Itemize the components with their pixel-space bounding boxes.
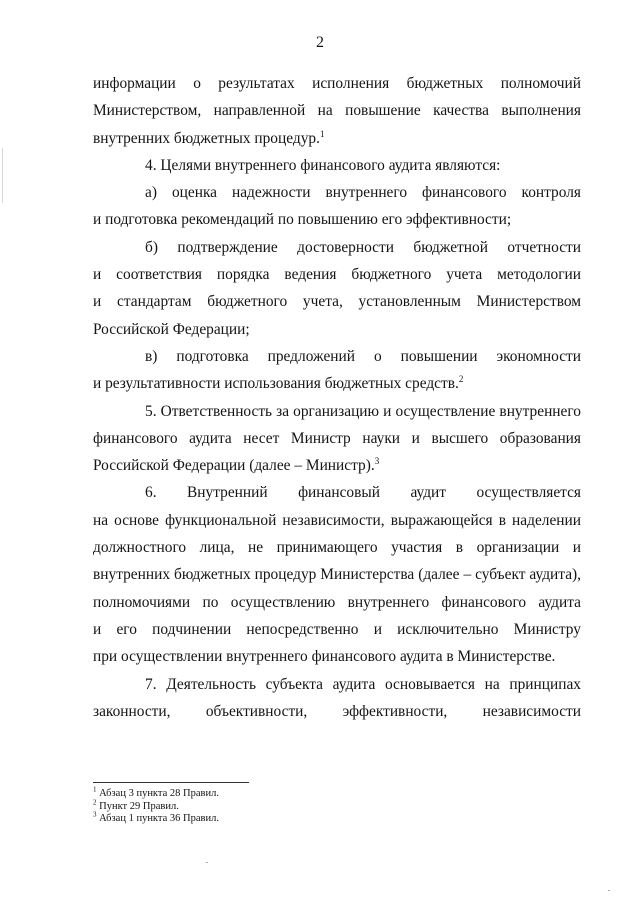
footnote-separator — [93, 782, 249, 783]
text-line: внутренних бюджетных процедур.$^1$ — [93, 128, 325, 147]
footnotes — [93, 785, 219, 826]
text-line: Российской Федерации; — [93, 320, 250, 338]
text-line: внутренних бюджетных процедур Министерства (далее – субъект аудита), — [93, 566, 581, 584]
text-line: в) подготовка предложений о повышении экономности — [145, 347, 581, 365]
text-line: при осуществлении внутреннего финансового аудита в Министерстве. — [93, 648, 556, 666]
footnote: $^3$ Абзац 1 пункта 36 Правил. — [93, 810, 219, 824]
paragraph-7: 7. Деятельность субъекта аудита основывается на принципах — [145, 675, 581, 693]
text-line: а) оценка надежности внутреннего финансового контроля — [145, 184, 581, 202]
paragraph-5: 5. Ответственность за организацию и осуществление внутреннего — [145, 402, 581, 420]
text-line: должностного лица, не принимающего участия в организации и — [93, 539, 581, 557]
footnote-ref: 1 — [319, 128, 325, 139]
footnote-ref: 2 — [458, 374, 464, 385]
text-line: и соответствия порядка ведения бюджетного учета методологии — [93, 266, 581, 284]
text-line: и стандартам бюджетного учета, установленным Министерством — [93, 293, 581, 311]
text-line: б) подтверждение достоверности бюджетной отчетности — [145, 238, 581, 256]
text-line: законности, объективности, эффективности, независимости — [93, 702, 581, 720]
text-line: Российской Федерации (далее – Министр).$^3$ — [93, 456, 380, 475]
page-number: 2 — [316, 34, 324, 51]
footnote: $^2$ Пункт 29 Правил. — [93, 798, 179, 812]
text-line: и результативности использования бюджетных средств.$^2$ — [93, 374, 464, 393]
scan-speck — [206, 862, 208, 863]
text-line: финансового аудита несет Министр науки и высшего образования — [93, 429, 581, 447]
footnote: $^1$ Абзац 3 пункта 28 Правил. — [93, 785, 219, 799]
footnote-ref: 3 — [374, 456, 380, 467]
scan-margin-mark — [2, 148, 3, 203]
document-body — [93, 70, 581, 725]
text-line: Министерством, направленной на повышение качества выполнения — [93, 102, 581, 120]
text-line: и его подчинении непосредственно и исключительно Министру — [93, 620, 581, 638]
text-line: и подготовка рекомендаций по повышению его эффективности; — [93, 211, 512, 229]
text-line: полномочиями по осуществлению внутреннего финансового аудита — [93, 593, 581, 611]
text-line: информации о результатах исполнения бюджетных полномочий — [93, 75, 581, 92]
text-line: на основе функциональной независимости, выражающейся в наделении — [93, 511, 581, 529]
scan-speck — [608, 890, 610, 891]
paragraph-4-heading: 4. Целями внутреннего финансового аудита являются: — [145, 156, 501, 174]
paragraph-6: 6. Внутренний финансовый аудит осуществляется — [145, 484, 581, 502]
